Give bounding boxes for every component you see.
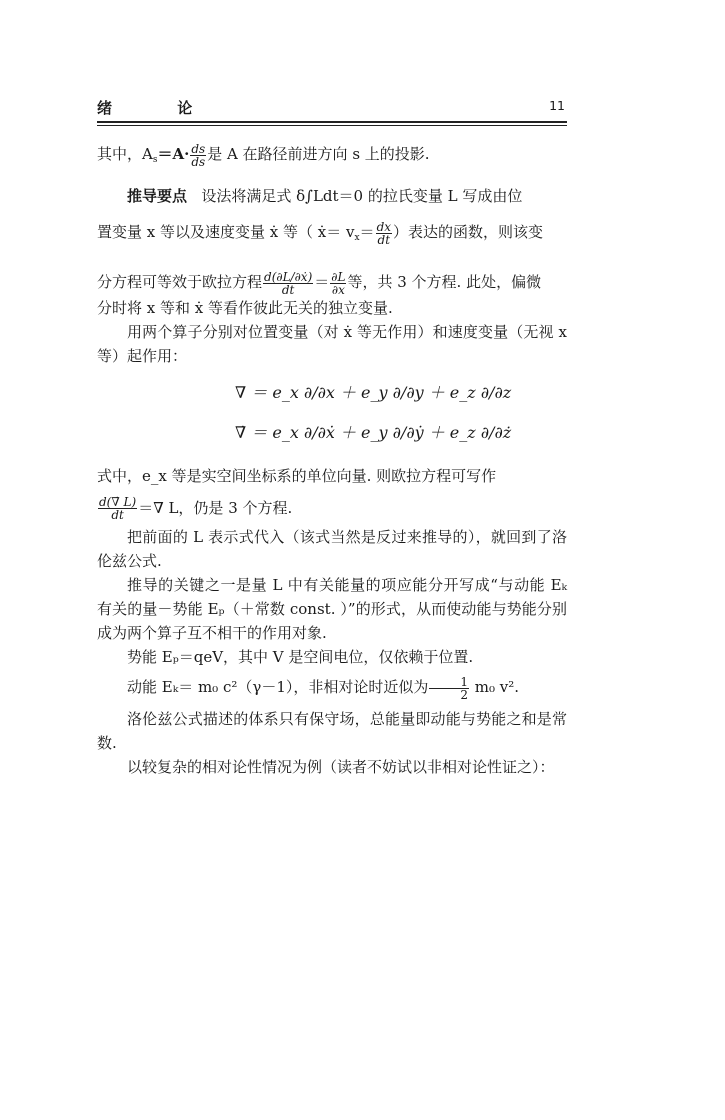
text-segment: 其中，A	[97, 145, 153, 163]
equation-nabla	[97, 374, 567, 414]
text-segment: ＝	[359, 223, 375, 241]
running-header	[97, 97, 567, 117]
paragraph-relativistic: 以较复杂的相对论性情况为例（读者不妨试以非相对论性证之）：	[127, 757, 555, 776]
fraction-numerator: dx	[376, 219, 392, 234]
fraction-numerator: d(∇̇ L)	[99, 495, 137, 509]
paragraph-projection	[97, 142, 567, 172]
body-text	[97, 140, 567, 779]
paragraph-lorentz: 把前面的 L 表示式代入（该式当然是反过来推导的），就回到了洛伦兹公式.	[97, 528, 567, 570]
paragraph-potential: 势能 Eₚ＝qeV，其中 V 是空间电位，仅依赖于位置.	[127, 648, 474, 666]
paragraph-key: 推导的关键之一是量 L 中有关能量的项应能分开写成“与动能 Eₖ 有关的量－势能 Eₚ（＋常数 const. ）”的形式，从而使动能与势能分别成为两个算子互不相干的作用对象.	[97, 576, 567, 642]
fraction-denominator: dt	[377, 232, 391, 247]
fraction-denominator: ∂x	[331, 282, 345, 297]
paragraph-independent: 分时将 x 等和 ẋ 等看作彼此无关的独立变量.	[97, 298, 393, 317]
paragraph-conservative: 洛伦兹公式描述的体系只有保守场，总能量即动能与势能之和是常数.	[97, 709, 567, 752]
fraction	[98, 496, 137, 521]
text-segment: ＝∇ L，仍是 3 个方程.	[138, 498, 293, 517]
chapter-title: 绪 论	[97, 99, 223, 117]
fraction-numerator: ∂L	[331, 269, 346, 284]
text-segment: 设法将满足式 δ∫Ldt＝0 的拉氏变量 L 写成由位	[201, 187, 523, 205]
text-segment: ＝A·	[157, 145, 190, 163]
equation-nabla-dot	[97, 414, 567, 454]
fraction-numerator: ds	[191, 141, 206, 156]
fraction	[330, 271, 346, 296]
paragraph-derivation	[97, 184, 567, 208]
text-segment: 等，共 3 个方程. 此处，偏微	[347, 273, 542, 291]
fraction-numerator: 1	[429, 676, 469, 689]
equation-text: ∇̇ ＝ e_x ∂/∂ẋ ＋ e_y ∂/∂ẏ ＋ e_z ∂/∂ż	[235, 422, 512, 442]
subscript: s	[152, 155, 158, 165]
text-segment: 分方程可等效于欧拉方程	[97, 273, 263, 291]
header-rule-thick	[97, 121, 567, 123]
fraction	[263, 271, 313, 296]
paragraph-kinetic	[97, 675, 567, 701]
subscript: x	[354, 233, 360, 243]
page-number: 11	[549, 98, 565, 113]
text-segment: 置变量 x 等以及速度变量 ẋ 等（ ẋ＝ v	[97, 223, 355, 241]
derivation-label: 推导要点	[127, 187, 188, 205]
fraction	[376, 221, 392, 246]
paragraph-operators: 用两个算子分别对位置变量（对 ẋ 等无作用）和速度变量（无视 x 等）起作用：	[97, 322, 567, 365]
fraction-denominator: 2	[460, 687, 469, 702]
paragraph-euler-compact	[97, 496, 567, 522]
text-segment: ）表达的函数，则该变	[393, 223, 544, 241]
paragraph-unit-vectors: 式中，e_x 等是实空间坐标系的单位向量. 则欧拉方程可写作	[97, 466, 497, 485]
text-segment: 动能 Eₖ＝ m₀ c²（γ－1），非相对论时近似为	[127, 678, 429, 696]
paragraph-variables	[97, 220, 567, 250]
fraction	[190, 143, 206, 168]
fraction	[429, 676, 469, 701]
header-rule-thin	[97, 125, 567, 126]
fraction-denominator: dt	[281, 282, 295, 297]
text-segment: ＝	[314, 273, 330, 291]
fraction-numerator: d(∂L/∂ẋ)	[264, 269, 313, 284]
equation-text: ∇ ＝ e_x ∂/∂x ＋ e_y ∂/∂y ＋ e_z ∂/∂z	[235, 382, 512, 402]
fraction-denominator: ds	[191, 154, 206, 169]
paragraph-euler	[97, 270, 567, 296]
text-segment: 是 A 在路径前进方向 s 上的投影.	[207, 145, 430, 163]
text-segment: m₀ v².	[470, 678, 520, 696]
fraction-denominator: dt	[111, 508, 124, 522]
